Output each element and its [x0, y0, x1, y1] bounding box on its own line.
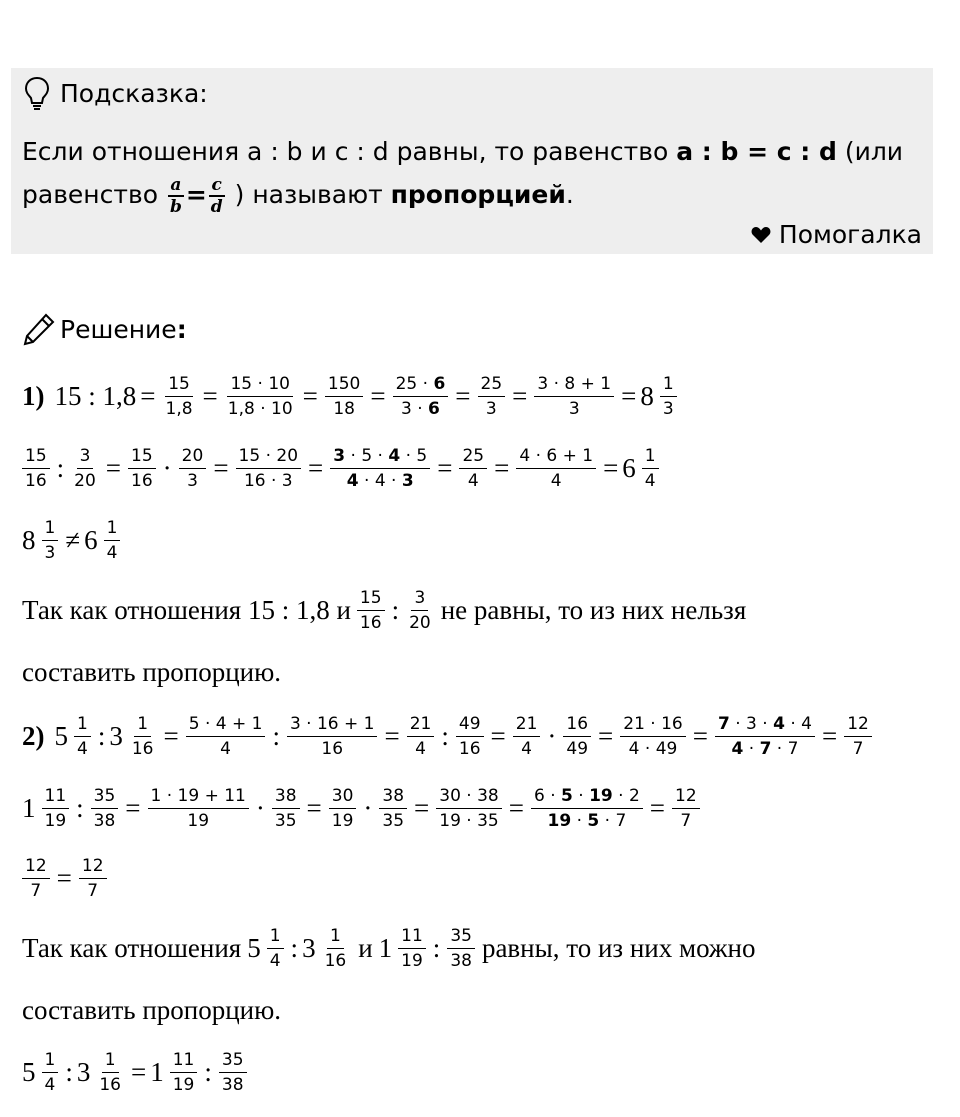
denominator: 35	[274, 810, 297, 831]
equals-sign: =	[306, 792, 322, 823]
conclusion-text: и	[358, 932, 373, 963]
numerator-bold-factor: 4	[773, 713, 785, 734]
denominator: 38	[221, 1074, 244, 1095]
conclusion-text: равны, то из них можно	[481, 932, 756, 963]
mixed-whole: 5	[22, 1056, 36, 1087]
numerator: 150	[325, 372, 363, 397]
mixed-whole: 3	[302, 932, 316, 963]
not-equal-sign: ≠	[65, 524, 81, 555]
fraction	[219, 1048, 247, 1097]
denominator: 4	[521, 738, 532, 759]
equals-sign: =	[455, 380, 471, 411]
fraction	[844, 712, 872, 761]
fraction	[225, 372, 296, 421]
hint-text	[22, 130, 922, 217]
mixed-whole: 6	[622, 452, 636, 483]
part-label: 1)	[22, 380, 45, 411]
denominator: 4	[550, 470, 562, 491]
numerator-bold-factor: 7	[717, 713, 730, 734]
fraction	[42, 1048, 59, 1097]
numerator: 20	[179, 444, 207, 469]
denominator-part: · 7	[771, 738, 799, 759]
denominator: 3	[568, 398, 580, 419]
conclusion-text: не равны, то из них нельзя	[440, 594, 747, 625]
fraction	[42, 516, 59, 565]
p1-line1	[22, 368, 680, 424]
denominator: 3	[485, 398, 497, 419]
numerator: 3 · 8 + 1	[534, 372, 614, 397]
denominator: 38	[450, 950, 472, 971]
numerator: 1	[104, 516, 121, 541]
numerator-bold-factor: 6	[433, 373, 446, 394]
numerator: 4 · 6 + 1	[516, 444, 596, 469]
denominator: 3	[187, 470, 198, 491]
denominator: 38	[93, 810, 116, 831]
equals-sign: =	[302, 380, 318, 411]
equals-sign: =	[140, 380, 156, 411]
denominator: 20	[409, 612, 431, 633]
dot-sign: ·	[162, 452, 172, 483]
numerator: 11	[42, 784, 70, 809]
numerator: 38	[272, 784, 300, 809]
denominator: 16	[321, 738, 344, 759]
fraction	[620, 712, 685, 761]
colon-sign: :	[391, 594, 400, 625]
equals-sign: =	[56, 862, 72, 893]
colon-sign: :	[432, 932, 441, 963]
denominator: 7	[680, 810, 692, 831]
brand-link[interactable]	[751, 220, 922, 249]
denominator: 1,8 · 10	[227, 398, 293, 419]
numerator: 21	[407, 712, 435, 737]
numerator: 25	[478, 372, 506, 397]
numerator: 15	[22, 444, 50, 469]
numerator: 15 · 10	[227, 372, 292, 397]
denominator: 7	[30, 880, 42, 901]
hint-text-part5: .	[565, 180, 574, 209]
equals-sign: =	[692, 720, 708, 751]
fraction	[96, 1048, 124, 1097]
denominator-bold-factor: 4	[346, 470, 359, 491]
denominator-bold-factor: 5	[587, 810, 600, 831]
fraction	[478, 372, 506, 421]
denominator-part: · 7	[599, 810, 627, 831]
denominator: 16	[131, 470, 153, 491]
numerator: 1	[134, 712, 151, 737]
equals-sign: =	[490, 720, 506, 751]
numerator: 1 · 19 + 11	[148, 784, 249, 809]
p2-conclusion-line1	[22, 920, 756, 976]
numerator: 21	[513, 712, 541, 737]
fraction-numerator: a	[168, 175, 184, 197]
fraction	[563, 712, 591, 761]
denominator: 4	[467, 470, 479, 491]
numerator: 30 · 38	[436, 784, 501, 809]
fraction	[42, 784, 70, 833]
denominator: 19 · 35	[439, 810, 499, 831]
denominator: 16	[99, 1074, 121, 1095]
denominator-part: ·	[743, 738, 760, 759]
hint-title: Подсказка:	[60, 78, 208, 108]
hint-text-part1: Если отношения a : b и c : d равны, то равенство	[22, 137, 677, 166]
numerator-bold-factor: 4	[388, 445, 401, 466]
fraction-denominator: b	[169, 197, 182, 217]
conclusion-text: Так как отношения 15 : 1,8 и	[22, 594, 351, 625]
numerator-bold-factor: 5	[561, 785, 573, 806]
fraction	[267, 924, 284, 973]
denominator: 19	[44, 810, 67, 831]
denominator: 16	[458, 738, 481, 759]
numerator: 1	[642, 444, 659, 469]
numerator: 16	[563, 712, 591, 737]
denominator-bold-factor: 7	[759, 738, 772, 759]
fraction-numerator: c	[209, 175, 225, 197]
denominator: 19	[187, 810, 210, 831]
numerator: 1	[327, 924, 344, 949]
p2-conclusion-line2	[22, 990, 281, 1030]
denominator: 19	[172, 1074, 195, 1095]
equals-sign: =	[598, 720, 614, 751]
fraction	[406, 586, 434, 635]
mixed-whole: 5	[247, 932, 261, 963]
fraction	[436, 784, 501, 833]
part-label: 2)	[22, 720, 45, 751]
denominator	[729, 737, 802, 761]
equals-sign: =	[621, 380, 637, 411]
denominator: 4	[77, 738, 88, 759]
denominator-bold-factor: 19	[547, 810, 572, 831]
solution-title	[60, 315, 187, 344]
colon-sign: :	[76, 792, 84, 823]
pencil-icon	[22, 312, 56, 346]
fraction	[148, 784, 249, 833]
denominator: 4	[415, 738, 426, 759]
hint-text-part2: (или	[836, 137, 904, 166]
denominator-part: 3 ·	[401, 398, 429, 419]
fraction	[379, 784, 407, 833]
equals-sign: =	[213, 452, 229, 483]
fraction	[79, 854, 107, 903]
denominator	[398, 397, 443, 421]
colon-sign: :	[441, 720, 449, 751]
fraction	[459, 444, 487, 493]
equals-sign: =	[414, 792, 430, 823]
numerator: 12	[79, 854, 107, 879]
dot-sign: ·	[547, 720, 557, 751]
mixed-whole: 6	[84, 524, 98, 555]
numerator-part: · 5 ·	[345, 445, 389, 466]
conclusion-text: составить пропорцию.	[22, 656, 282, 687]
hint-fraction-ab	[168, 175, 184, 217]
numerator-part: · 2	[612, 785, 640, 806]
numerator: 3	[411, 586, 428, 611]
equals-sign: =	[130, 1056, 147, 1087]
solution-title-colon: :	[176, 314, 187, 344]
mixed-whole: 1	[378, 932, 393, 963]
numerator: 1	[74, 712, 91, 737]
hint-text-part3: равенство	[22, 180, 166, 209]
fraction	[329, 784, 357, 833]
equals-sign: =	[125, 792, 141, 823]
fraction	[330, 444, 430, 493]
fraction	[179, 444, 207, 493]
fraction	[170, 1048, 198, 1097]
numerator: 25	[459, 444, 487, 469]
numerator: 35	[219, 1048, 247, 1073]
denominator-part: ·	[571, 810, 588, 831]
dot-sign: ·	[255, 792, 265, 823]
numerator-part: 6 ·	[533, 785, 562, 806]
p2-line3	[22, 850, 110, 906]
fraction	[91, 784, 119, 833]
numerator: 35	[91, 784, 119, 809]
fraction	[531, 784, 643, 833]
mixed-whole: 1	[22, 792, 36, 823]
fraction	[516, 444, 596, 493]
denominator: 4	[644, 470, 656, 491]
mixed-whole: 3	[76, 1056, 91, 1087]
equals-sign: =	[105, 452, 122, 483]
fraction	[236, 444, 301, 493]
equals-sign: =	[437, 452, 453, 483]
denominator-bold-factor: 6	[428, 398, 440, 419]
numerator: 1	[267, 924, 284, 949]
colon-sign: :	[272, 720, 280, 751]
denominator: 3	[44, 542, 56, 563]
numerator-bold-factor: 3	[333, 445, 346, 466]
equals-sign: =	[512, 380, 528, 411]
numerator-part: · 4	[784, 713, 812, 734]
equals-sign: =	[384, 720, 400, 751]
brand-name: Помогалка	[778, 220, 922, 249]
denominator: 3	[662, 398, 674, 419]
numerator: 11	[170, 1048, 198, 1073]
numerator: 35	[447, 924, 475, 949]
fraction	[129, 712, 157, 761]
colon-sign: :	[56, 452, 65, 483]
numerator: 12	[844, 712, 872, 737]
numerator	[393, 372, 449, 397]
p1-conclusion-line2	[22, 652, 281, 692]
hint-text-part4: ) называют	[226, 180, 391, 209]
denominator-bold-factor: 4	[731, 738, 744, 759]
equals-sign: =	[202, 380, 218, 411]
fraction	[104, 516, 121, 565]
fraction	[71, 444, 99, 493]
p1-line3	[22, 512, 123, 568]
solution-header	[22, 312, 187, 346]
p1-line2	[22, 440, 662, 496]
heart-icon	[751, 226, 771, 244]
expr-text: 15 : 1,8	[54, 380, 137, 411]
numerator	[715, 712, 815, 737]
numerator: 1	[42, 516, 59, 541]
fraction	[456, 712, 484, 761]
fraction	[672, 784, 700, 833]
denominator: 4 · 49	[628, 738, 678, 759]
colon-sign: :	[97, 720, 106, 751]
denominator: 18	[333, 398, 355, 419]
fraction-denominator: d	[210, 197, 223, 217]
denominator: 1,8	[165, 398, 193, 419]
p1-conclusion-line1	[22, 582, 746, 638]
fraction	[407, 712, 435, 761]
fraction	[22, 444, 50, 493]
numerator: 15	[128, 444, 156, 469]
mixed-whole: 3	[109, 720, 123, 751]
p2-final-proportion	[22, 1044, 250, 1100]
fraction	[715, 712, 815, 761]
mixed-whole: 8	[640, 380, 654, 411]
equals-sign: =	[163, 720, 179, 751]
denominator	[545, 809, 630, 833]
numerator: 15	[165, 372, 193, 397]
denominator: 16 · 3	[243, 470, 293, 491]
dot-sign: ·	[363, 792, 373, 823]
fraction	[447, 924, 475, 973]
denominator: 49	[566, 738, 589, 759]
denominator: 4	[106, 542, 118, 563]
numerator: 3 · 16 + 1	[287, 712, 378, 737]
numerator: 1	[42, 1048, 59, 1073]
fraction	[74, 712, 91, 761]
denominator: 4	[44, 1074, 56, 1095]
denominator: 7	[852, 738, 864, 759]
equals-sign: =	[308, 452, 324, 483]
colon-sign: :	[204, 1056, 212, 1087]
numerator: 49	[456, 712, 484, 737]
solution-title-text: Решение	[60, 314, 177, 344]
numerator-bold-factor: 19	[589, 785, 613, 806]
colon-sign: :	[65, 1056, 73, 1087]
numerator: 30	[329, 784, 357, 809]
numerator: 1	[102, 1048, 119, 1073]
denominator: 35	[382, 810, 405, 831]
fraction	[534, 372, 614, 421]
numerator: 21 · 16	[620, 712, 685, 737]
colon-sign: :	[290, 932, 299, 963]
denominator-bold-factor: 3	[401, 470, 414, 491]
equals-sign: =	[603, 452, 619, 483]
fraction	[128, 444, 156, 493]
p2-line2	[22, 780, 703, 836]
hint-fraction-cd	[209, 175, 225, 217]
fraction	[322, 924, 350, 973]
denominator: 20	[74, 470, 96, 491]
denominator	[344, 469, 417, 493]
numerator: 12	[22, 854, 50, 879]
denominator: 16	[324, 950, 347, 971]
hint-bold-equality: a : b = c : d	[676, 137, 837, 166]
numerator	[531, 784, 643, 809]
numerator: 5 · 4 + 1	[186, 712, 266, 737]
numerator-part: ·	[572, 785, 590, 806]
fraction	[22, 854, 50, 903]
numerator: 15	[357, 586, 385, 611]
numerator: 15 · 20	[236, 444, 301, 469]
fraction	[325, 372, 363, 421]
conclusion-text: Так как отношения	[22, 932, 242, 963]
hint-header	[22, 76, 208, 110]
denominator: 4	[220, 738, 231, 759]
numerator-part: · 3 ·	[729, 713, 774, 734]
numerator: 38	[379, 784, 407, 809]
denominator-part: · 4 ·	[358, 470, 402, 491]
fraction	[513, 712, 541, 761]
fraction	[163, 372, 196, 421]
fraction	[357, 586, 385, 635]
denominator: 7	[87, 880, 99, 901]
lightbulb-icon	[22, 76, 52, 110]
numerator: 12	[672, 784, 700, 809]
numerator	[330, 444, 430, 469]
fraction	[272, 784, 300, 833]
fraction	[398, 924, 426, 973]
denominator: 19	[401, 950, 423, 971]
fraction	[642, 444, 659, 493]
fraction	[393, 372, 449, 421]
equals-sign: =	[508, 792, 524, 823]
hint-bold-word: пропорцией	[390, 180, 566, 209]
denominator: 19	[331, 810, 354, 831]
mixed-whole: 5	[54, 720, 68, 751]
denominator: 16	[131, 738, 154, 759]
fraction	[287, 712, 378, 761]
mixed-whole: 8	[22, 524, 36, 555]
numerator: 3	[77, 444, 94, 469]
numerator-part: 25 ·	[395, 373, 434, 394]
p2-line1	[22, 708, 875, 764]
fraction	[186, 712, 266, 761]
denominator: 16	[25, 470, 47, 491]
mixed-whole: 1	[150, 1056, 164, 1087]
equals-sign: =	[494, 452, 510, 483]
numerator: 1	[660, 372, 677, 397]
denominator: 4	[269, 950, 281, 971]
conclusion-text: составить пропорцию.	[22, 994, 282, 1025]
numerator: 11	[398, 924, 426, 949]
numerator-part: · 5	[400, 445, 428, 466]
equals-sign: =	[649, 792, 666, 823]
denominator: 16	[359, 612, 382, 633]
fraction	[660, 372, 677, 421]
hint-fraction-equals: =	[185, 180, 207, 209]
equals-sign: =	[821, 720, 838, 751]
equals-sign: =	[370, 380, 386, 411]
